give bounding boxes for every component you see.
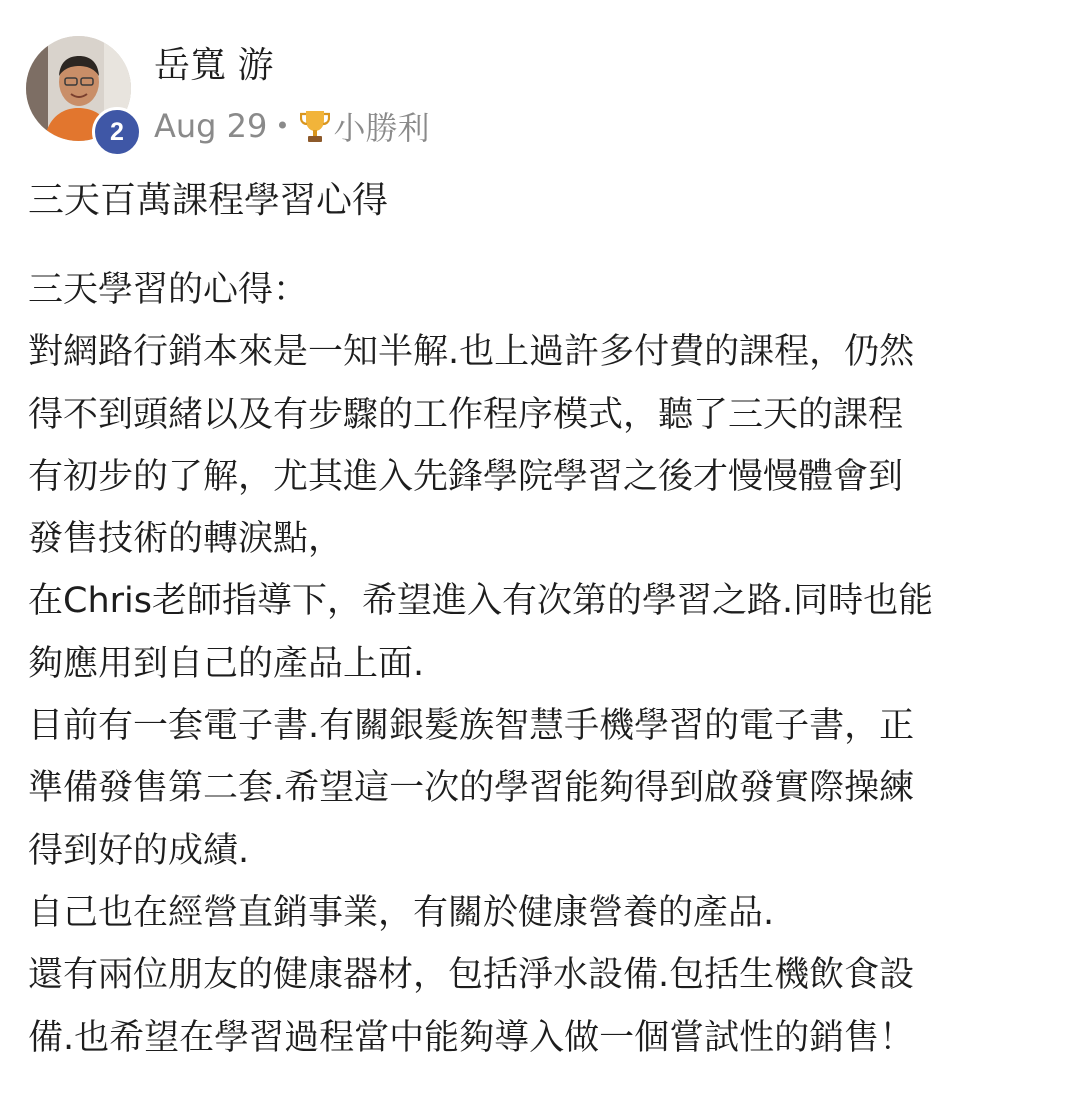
post-date[interactable]: Aug 29 bbox=[154, 107, 268, 145]
post-body bbox=[28, 259, 1068, 1069]
award-label: 小勝利 bbox=[333, 109, 430, 147]
trophy-icon bbox=[300, 108, 330, 144]
post-body-line: 自己也在經營直銷事業，有關於健康營養的產品. bbox=[28, 892, 775, 933]
author-name[interactable]: 岳寬 游 bbox=[154, 45, 274, 86]
post-body-line: 還有兩位朋友的健康器材，包括淨水設備.包括生機飲食設 bbox=[28, 955, 915, 996]
post-body-line: 目前有一套電子書.有關銀髮族智慧手機學習的電子書，正 bbox=[28, 706, 915, 747]
post-body-line: 有初步的了解，尤其進入先鋒學院學習之後才慢慢體會到 bbox=[28, 456, 904, 497]
meta-separator: • bbox=[275, 112, 290, 140]
post-body-line: 得不到頭緒以及有步驟的工作程序模式，聽了三天的課程 bbox=[28, 394, 904, 435]
level-badge: 2 bbox=[92, 107, 142, 157]
post-title: 三天百萬課程學習心得 bbox=[28, 180, 389, 221]
post-body-line: 得到好的成績. bbox=[28, 830, 250, 871]
post-body-line: 對網路行銷本來是一知半解.也上過許多付費的課程，仍然 bbox=[28, 332, 915, 373]
post-body-line: 備.也希望在學習過程當中能夠導入做一個嘗試性的銷售！ bbox=[28, 1017, 915, 1058]
post-meta bbox=[154, 104, 430, 148]
post-body-line: 發售技術的轉淚點， bbox=[28, 519, 344, 560]
post-header bbox=[26, 36, 1026, 156]
post-body-line: 夠應用到自己的產品上面. bbox=[28, 643, 425, 684]
post-body-line: 在Chris老師指導下，希望進入有次第的學習之路.同時也能 bbox=[28, 581, 934, 622]
post-body-line: 準備發售第二套.希望這一次的學習能夠得到啟發實際操練 bbox=[28, 768, 915, 809]
post-body-line: 三天學習的心得： bbox=[28, 270, 309, 310]
